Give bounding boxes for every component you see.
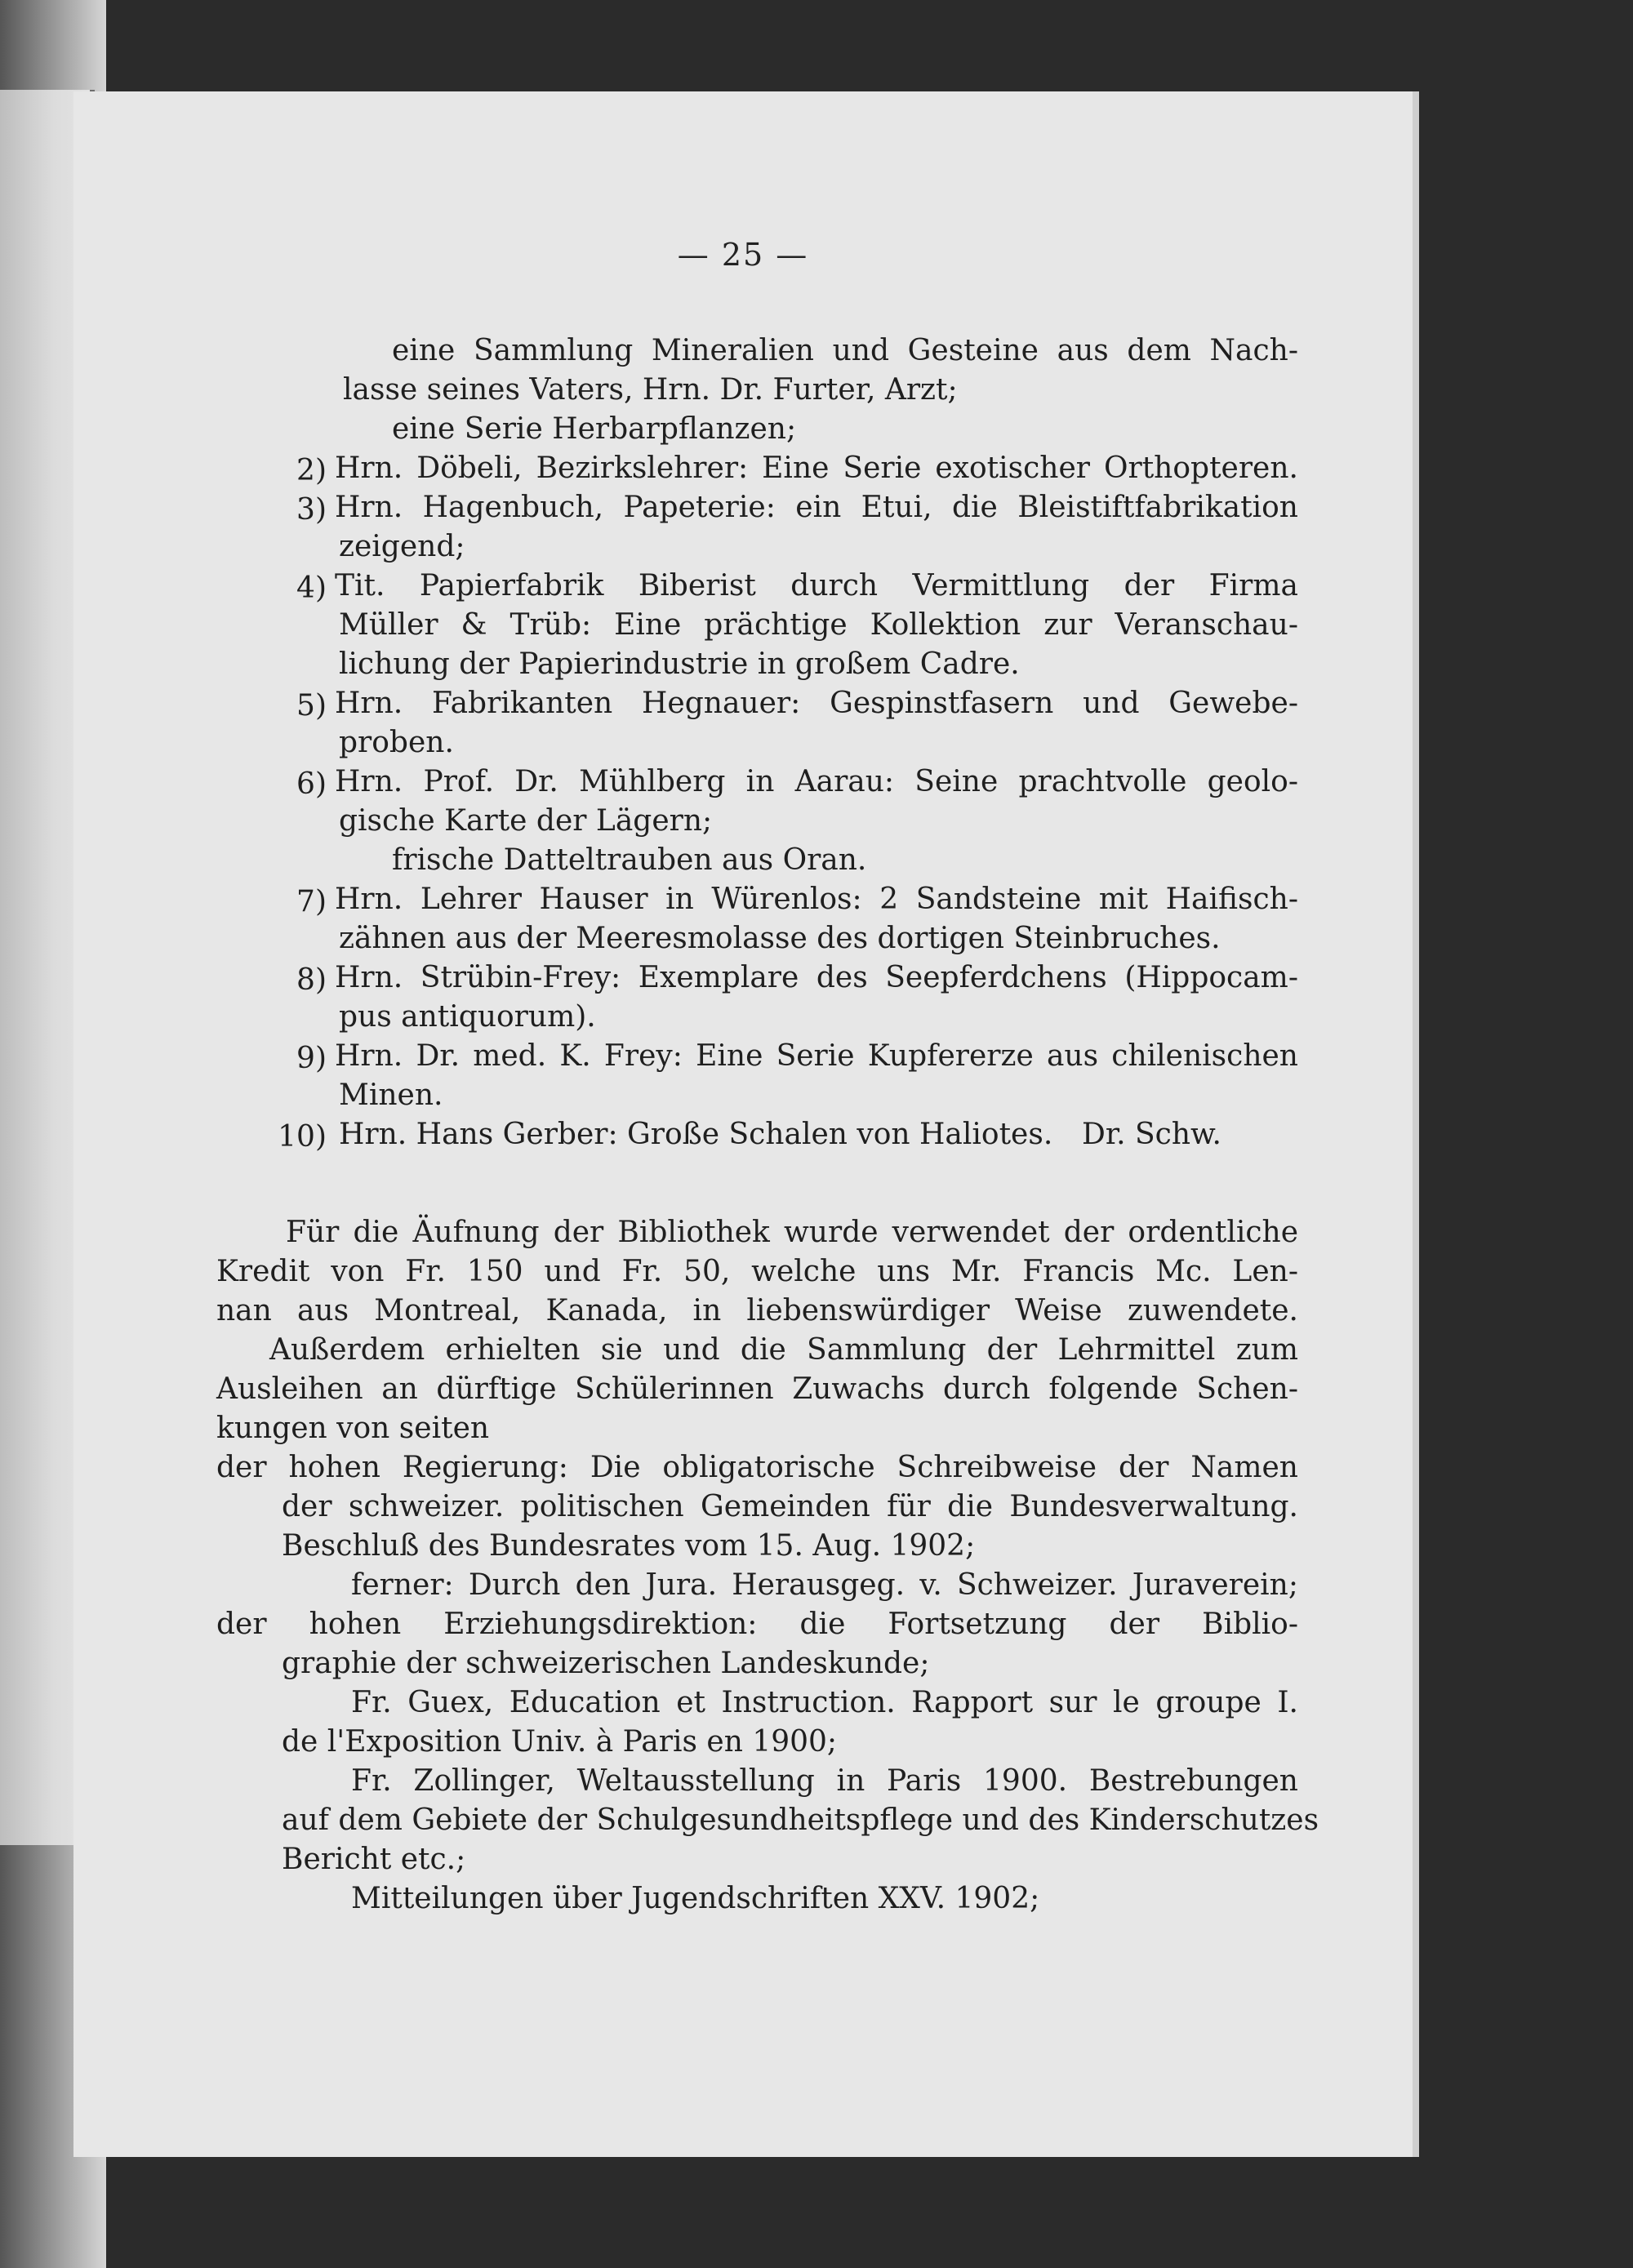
text-line: Hrn. Strübin-Frey: Exemplare des Seepferdchens (Hippocam-: [335, 961, 1298, 994]
book-page: [73, 91, 1413, 2157]
text-line: Hrn. Dr. med. K. Frey: Eine Serie Kupfererze aus chilenischen: [335, 1039, 1298, 1073]
text-line: Fr. Guex, Education et Instruction. Rapport sur le groupe I.: [351, 1686, 1298, 1719]
text-line: Minen.: [339, 1078, 443, 1112]
text-line: Fr. Zollinger, Weltausstellung in Paris 1900. Bestrebungen: [351, 1764, 1298, 1798]
text-line: der hohen Regierung: Die obligatorische Schreibweise der Namen: [216, 1451, 1298, 1484]
text-line: graphie der schweizerischen Landeskunde;: [282, 1647, 930, 1680]
text-line: Hrn. Hans Gerber: Große Schalen von Haliotes.: [339, 1118, 1053, 1151]
list-number: 2): [296, 454, 327, 487]
text-line: zeigend;: [339, 530, 465, 563]
list-number: 6): [296, 767, 327, 801]
text-line: Beschluß des Bundesrates vom 15. Aug. 1902;: [282, 1529, 976, 1563]
text-line: lasse seines Vaters, Hrn. Dr. Furter, Arzt;: [343, 373, 958, 407]
text-line: frische Datteltrauben aus Oran.: [392, 843, 867, 877]
list-number: 9): [296, 1042, 327, 1075]
text-line: Kredit von Fr. 150 und Fr. 50, welche uns Mr. Francis Mc. Len-: [216, 1255, 1298, 1288]
text-line: lichung der Papierindustrie in großem Cadre.: [339, 647, 1020, 681]
list-number: 4): [296, 571, 327, 605]
list-number: 5): [296, 689, 327, 723]
text-line: zähnen aus der Meeresmolasse des dortigen Steinbruches.: [339, 922, 1221, 955]
text-line: Hrn. Hagenbuch, Papeterie: ein Etui, die Bleistiftfabrikation: [335, 491, 1298, 524]
text-line: auf dem Gebiete der Schulgesundheitspflege und des Kinderschutzes: [282, 1803, 1319, 1837]
text-line: Hrn. Fabrikanten Hegnauer: Gespinstfasern und Gewebe-: [335, 687, 1298, 720]
text-line: ferner: Durch den Jura. Herausgeg. v. Schweizer. Juraverein;: [351, 1568, 1298, 1602]
text-line: Bericht etc.;: [282, 1843, 466, 1876]
list-number: 10): [278, 1120, 327, 1154]
text-line: Außerdem erhielten sie und die Sammlung der Lehrmittel zum: [269, 1333, 1298, 1367]
text-line: Ausleihen an dürftige Schülerinnen Zuwachs durch folgende Schen-: [216, 1372, 1298, 1406]
text-line: pus antiquorum).: [339, 1000, 596, 1034]
text-line: eine Serie Herbarpflanzen;: [392, 412, 797, 446]
text-line: gische Karte der Lägern;: [339, 804, 713, 838]
text-line: Für die Äufnung der Bibliothek wurde verwendet der ordentliche: [286, 1216, 1298, 1249]
text-line: Müller & Trüb: Eine prächtige Kollektion zur Veranschau-: [339, 608, 1298, 642]
text-line: kungen von seiten: [216, 1412, 490, 1445]
text-line: der hohen Erziehungsdirektion: die Fortsetzung der Biblio-: [216, 1608, 1298, 1641]
list-number: 7): [296, 885, 327, 918]
text-line: de l'Exposition Univ. à Paris en 1900;: [282, 1725, 838, 1759]
page-number: — 25 —: [677, 237, 809, 273]
text-line: der schweizer. politischen Gemeinden für die Bundesverwaltung.: [282, 1490, 1298, 1523]
list-number: 3): [296, 493, 327, 527]
text-line: proben.: [339, 726, 454, 759]
text-line: eine Sammlung Mineralien und Gesteine aus dem Nach-: [392, 334, 1298, 367]
text-line: Tit. Papierfabrik Biberist durch Vermittlung der Firma: [335, 569, 1298, 603]
text-line: Hrn. Prof. Dr. Mühlberg in Aarau: Seine prachtvolle geolo-: [335, 765, 1298, 798]
text-line: Hrn. Döbeli, Bezirkslehrer: Eine Serie exotischer Orthopteren.: [335, 451, 1298, 485]
text-line: Mitteilungen über Jugendschriften XXV. 1902;: [351, 1882, 1040, 1915]
text-line: Hrn. Lehrer Hauser in Würenlos: 2 Sandsteine mit Haifisch-: [335, 883, 1298, 916]
list-number: 8): [296, 963, 327, 997]
text-line: nan aus Montreal, Kanada, in liebenswürdiger Weise zuwendete.: [216, 1294, 1298, 1327]
author-signature: Dr. Schw.: [1082, 1118, 1221, 1151]
